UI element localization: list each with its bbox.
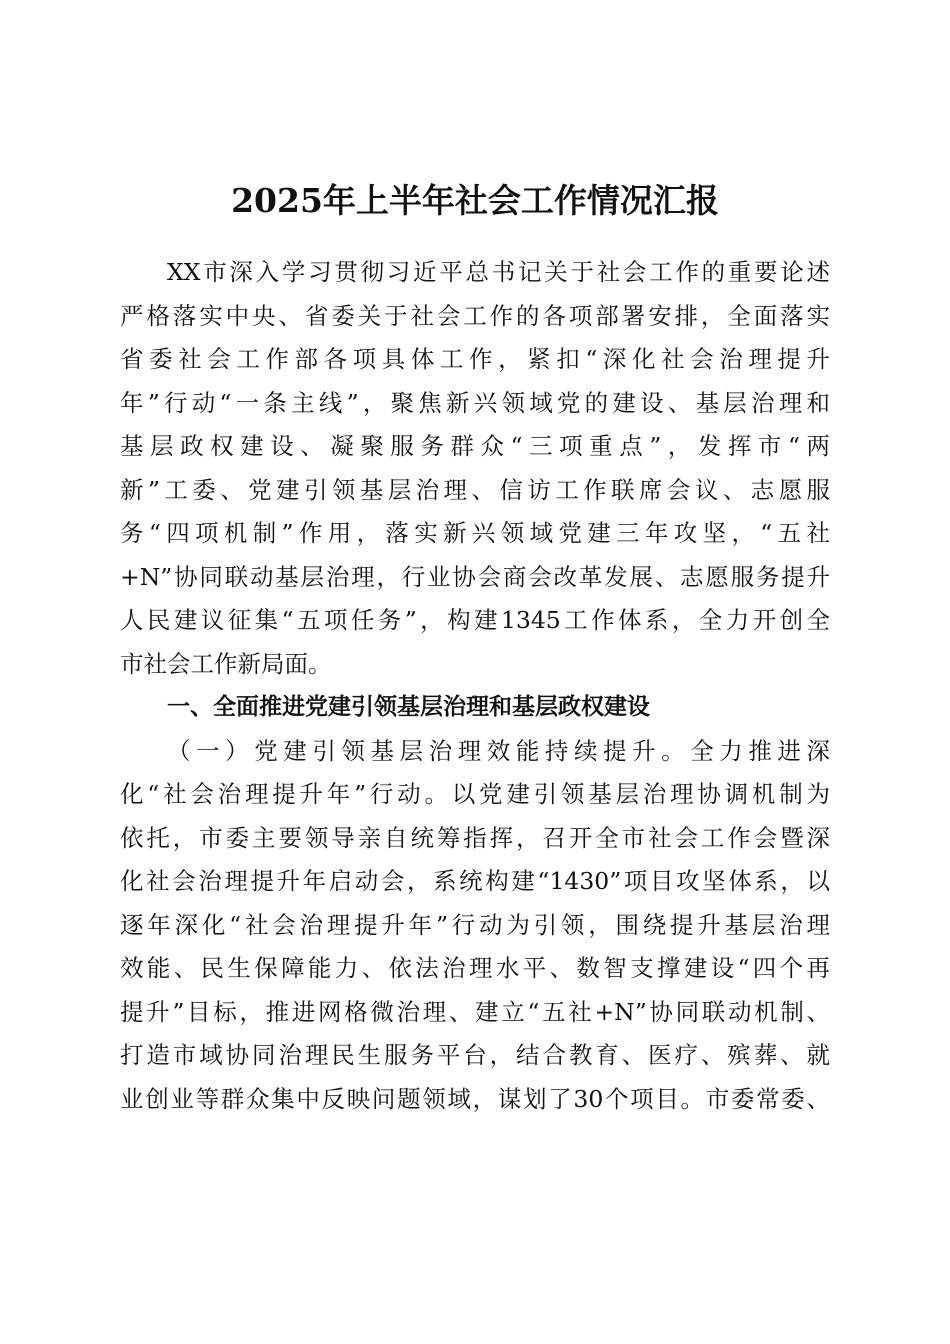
paragraph-line: （一）党建引领基层治理效能持续提升。全力推进深 xyxy=(167,736,830,765)
document-body xyxy=(120,251,830,1121)
paragraph-line: 逐年深化“社会治理提升年”行动为引领，围绕提升基层治理 xyxy=(120,910,830,939)
paragraph-line: 严格落实中央、省委关于社会工作的各项部署安排，全面落实 xyxy=(120,301,830,330)
paragraph-line: 省委社会工作部各项具体工作，紧扣“深化社会治理提升 xyxy=(120,345,830,373)
paragraph-line: 新”工委、党建引领基层治理、信访工作联席会议、志愿服 xyxy=(120,475,830,504)
paragraph-line: XX市深入学习贯彻习近平总书记关于社会工作的重要论述 xyxy=(167,258,830,286)
paragraph-line: 提升”目标，推进网格微治理、建立“五社+N”协同联动机制、 xyxy=(120,997,830,1026)
paragraph-line: 化社会治理提升年启动会，系统构建“1430”项目攻坚体系，以 xyxy=(120,867,830,895)
paragraph-line: 年”行动“一条主线”，聚焦新兴领域党的建设、基层治理和 xyxy=(120,388,830,417)
paragraph-line: 业创业等群众集中反映问题领域，谋划了30个项目。市委常委、 xyxy=(120,1084,830,1113)
paragraph-line: 务“四项机制”作用，落实新兴领域党建三年攻坚，“五社 xyxy=(120,519,830,547)
paragraph-line: +N”协同联动基层治理，行业协会商会改革发展、志愿服务提升 xyxy=(120,562,830,591)
paragraph-line: 依托，市委主要领导亲自统筹指挥，召开全市社会工作会暨深 xyxy=(120,823,830,852)
paragraph-line: 效能、民生保障能力、依法治理水平、数智支撑建设“四个再 xyxy=(120,954,830,982)
paragraph-line: 打造市域协同治理民生服务平台，结合教育、医疗、殡葬、就 xyxy=(120,1041,830,1069)
section-paragraph xyxy=(120,730,830,1122)
paragraph-line: 人民建议征集“五项任务”，构建1345工作体系，全力开创全 xyxy=(120,606,830,634)
section-heading: 一、全面推进党建引领基层治理和基层政权建设 xyxy=(167,694,650,720)
paragraph-line: 市社会工作新局面。 xyxy=(120,649,332,678)
intro-paragraph xyxy=(120,251,830,686)
paragraph-line: 基层政权建设、凝聚服务群众“三项重点”，发挥市“两 xyxy=(120,432,830,460)
document-title: 2025年上半年社会工作情况汇报 xyxy=(231,181,719,220)
paragraph-line: 化“社会治理提升年”行动。以党建引领基层治理协调机制为 xyxy=(120,780,830,808)
